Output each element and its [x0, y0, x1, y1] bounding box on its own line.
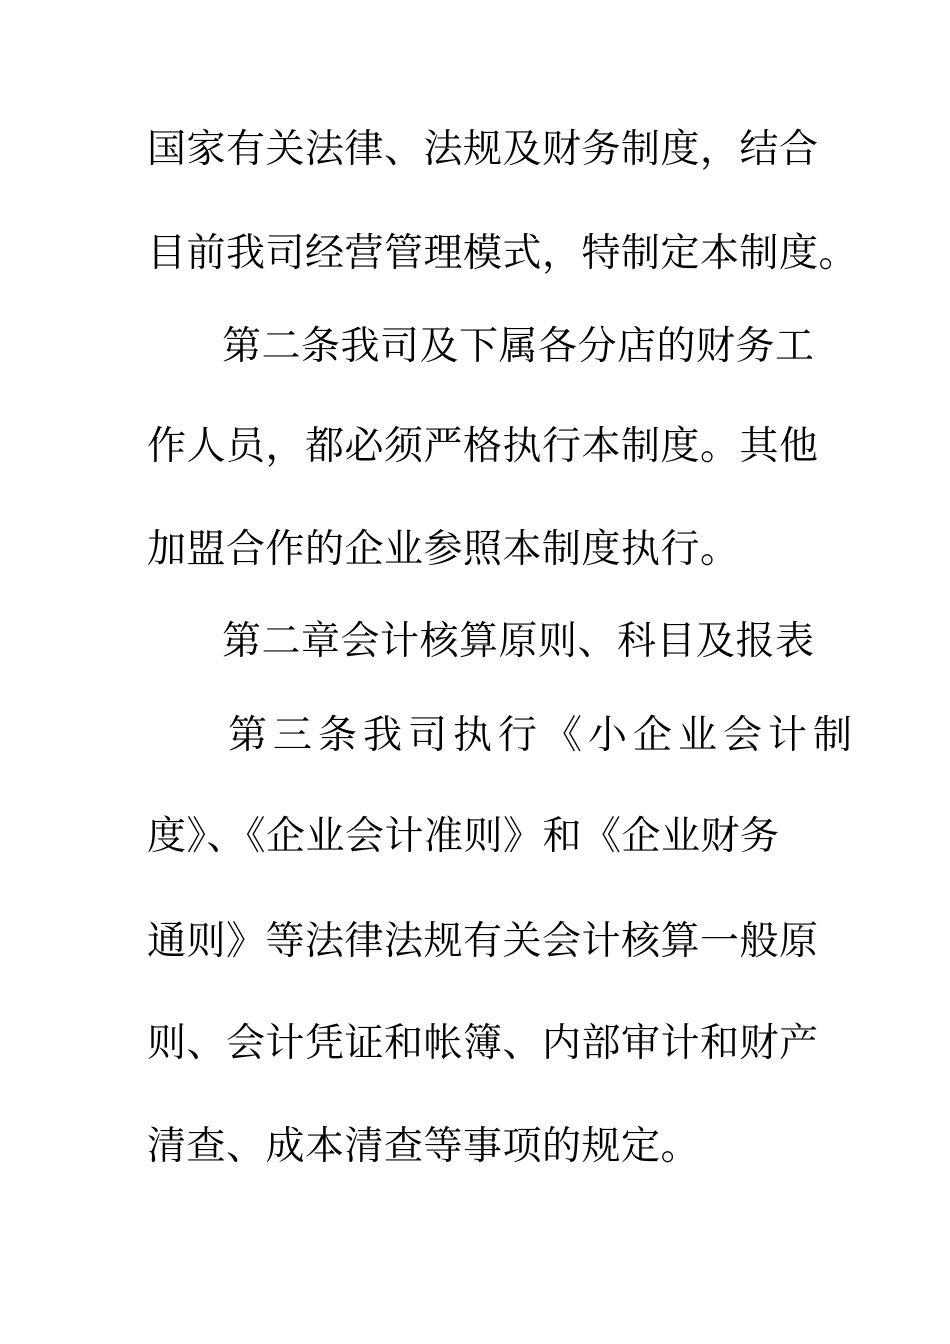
text-line-10: 则、会计凭证和帐簿、内部审计和财产 — [147, 1021, 819, 1066]
chapter-heading: 第二章会计核算原则、科目及报表 — [222, 619, 815, 664]
text-line-8: 度》、《企业会计准则》和《企业财务 — [147, 814, 780, 859]
text-line-1: 国家有关法律、法规及财务制度，结合 — [147, 127, 819, 172]
text-line-11: 清查、成本清查等事项的规定。 — [147, 1124, 701, 1169]
text-line-4: 作人员，都必须严格执行本制度。其他 — [147, 424, 819, 469]
text-line-2: 目前我司经营管理模式，特制定本制度。 — [147, 231, 859, 276]
text-line-7: 第三条我司执行《小企业会计制 — [228, 713, 859, 758]
text-line-9: 通则》等法律法规有关会计核算一般原 — [147, 919, 819, 964]
text-line-5: 加盟合作的企业参照本制度执行。 — [147, 527, 740, 572]
text-line-3: 第二条我司及下属各分店的财务工 — [222, 324, 815, 369]
